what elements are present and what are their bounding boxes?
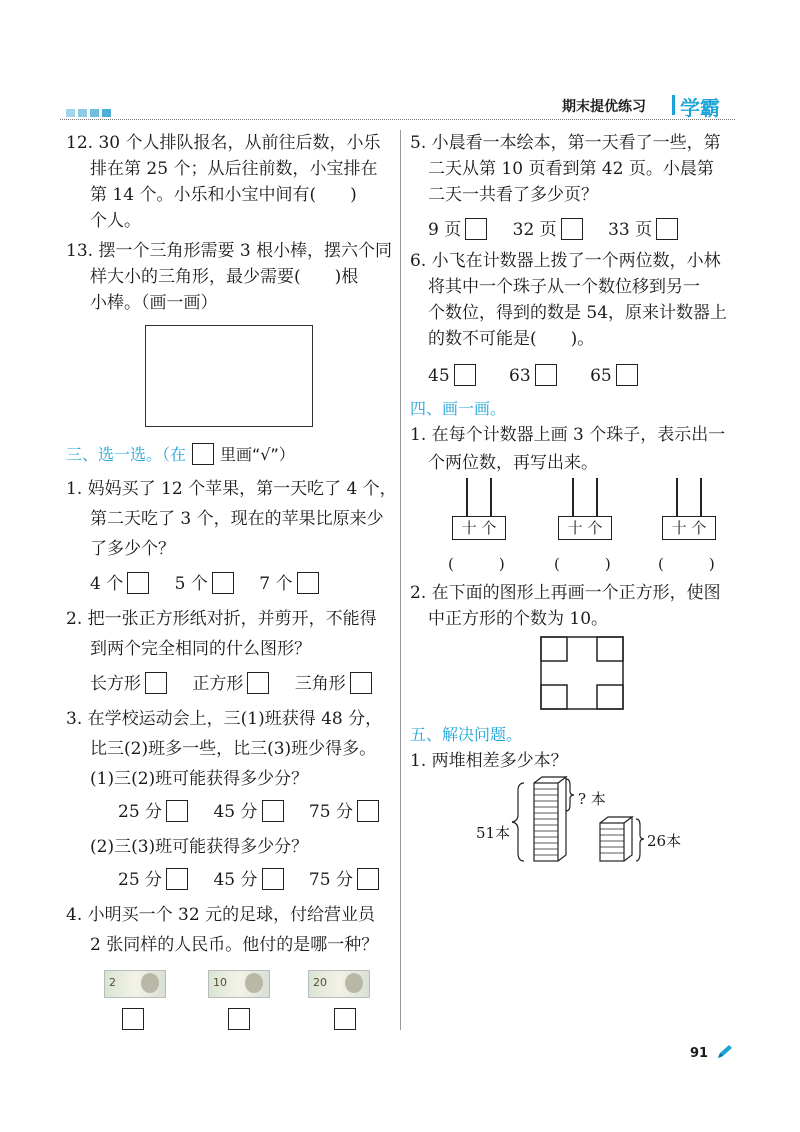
header-bar bbox=[60, 96, 750, 118]
q2-option-3: 三角形 bbox=[295, 672, 372, 695]
cross-figure[interactable] bbox=[540, 636, 624, 710]
q6-checkbox-3[interactable] bbox=[616, 364, 638, 386]
d1-line-2: 个两位数，再写出来。 bbox=[428, 453, 598, 473]
right-stack-label: 26本 bbox=[647, 832, 682, 850]
q5-line-3: 二天一共看了多少页？ bbox=[428, 185, 598, 205]
q1-line-3: 了多少个？ bbox=[90, 539, 175, 559]
q1-option-2: 5 个 bbox=[175, 572, 234, 595]
q3b-option-1: 25 分 bbox=[118, 868, 188, 891]
q3a-checkbox-1[interactable] bbox=[166, 800, 188, 822]
difference-label: ? 本 bbox=[578, 790, 606, 808]
section-3-title-a: 三、选一选。（在 bbox=[66, 445, 187, 464]
q2-line-2: 到两个完全相同的什么图形？ bbox=[90, 639, 311, 659]
counter-1-answer[interactable]: ( ) bbox=[448, 555, 505, 573]
q1-option-3: 7 个 bbox=[259, 572, 318, 595]
q1-line-1: 1. 妈妈买了 12 个苹果，第一天吃了 4 个， bbox=[66, 479, 397, 499]
q1-option-1: 4 个 bbox=[90, 572, 149, 595]
q4-line-2: 2 张同样的人民币。他付的是哪一种？ bbox=[90, 935, 379, 955]
q1-checkbox-2[interactable] bbox=[212, 572, 234, 594]
q5-line-2: 二天从第 10 页看到第 42 页。小晨第 bbox=[428, 159, 714, 179]
q3a-option-2: 45 分 bbox=[213, 800, 283, 823]
q1-options bbox=[90, 572, 339, 595]
d2-line-1: 2. 在下面的图形上再画一个正方形，使图 bbox=[410, 583, 721, 603]
q4-line-1: 4. 小明买一个 32 元的足球，付给营业员 bbox=[66, 905, 376, 925]
q5-option-2: 32 页 bbox=[513, 218, 583, 241]
q6-options bbox=[428, 364, 658, 387]
d1-line-1: 1. 在每个计数器上画 3 个珠子，表示出一 bbox=[410, 425, 726, 445]
q3a-checkbox-2[interactable] bbox=[262, 800, 284, 822]
header-title: 期末提优练习 bbox=[562, 99, 646, 115]
q3a-checkbox-3[interactable] bbox=[357, 800, 379, 822]
header-logo: 学霸 bbox=[680, 96, 720, 120]
q2-checkbox-2[interactable] bbox=[247, 672, 269, 694]
q6-option-2: 63 bbox=[509, 364, 557, 387]
counter-3-base: 十 个 bbox=[662, 516, 716, 540]
q12-line-3: 第 14 个。小乐和小宝中间有( ) bbox=[90, 185, 357, 205]
q6-line-2: 将其中一个珠子从一个数位移到另一 bbox=[428, 277, 700, 297]
q12-line-2: 排在第 25 个；从后往前数，小宝排在 bbox=[90, 159, 378, 179]
section-4-title: 四、画一画。 bbox=[410, 399, 507, 418]
banknote-10-yuan: 10 bbox=[208, 970, 270, 998]
q5-checkbox-1[interactable] bbox=[465, 218, 487, 240]
section-3-sample-box bbox=[192, 443, 214, 465]
q6-checkbox-1[interactable] bbox=[454, 364, 476, 386]
drawing-area[interactable] bbox=[145, 325, 313, 427]
q2-option-2: 正方形 bbox=[192, 672, 269, 695]
q5-checkbox-2[interactable] bbox=[561, 218, 583, 240]
s1-line: 1. 两堆相差多少本？ bbox=[410, 751, 568, 771]
q3-sub1: (1)三(2)班可能获得多少分？ bbox=[90, 769, 309, 789]
q2-checkbox-1[interactable] bbox=[145, 672, 167, 694]
banknote-20-yuan: 20 bbox=[308, 970, 370, 998]
q13-line-1: 13. 摆一个三角形需要 3 根小棒，摆六个同 bbox=[66, 241, 393, 261]
section-5-title: 五、解决问题。 bbox=[410, 725, 523, 744]
q5-options bbox=[428, 218, 698, 241]
counter-3[interactable] bbox=[662, 478, 718, 540]
section-3-title bbox=[66, 442, 295, 465]
q3b-option-2: 45 分 bbox=[213, 868, 283, 891]
q3-sub1-options bbox=[118, 800, 399, 823]
section-3-title-b: 里画“√”） bbox=[220, 445, 295, 464]
counter-1-base: 十 个 bbox=[452, 516, 506, 540]
q4-checkbox-3[interactable] bbox=[334, 1008, 356, 1030]
q5-line-1: 5. 小晨看一本绘本，第一天看了一些，第 bbox=[410, 133, 721, 153]
counter-3-answer[interactable]: ( ) bbox=[658, 555, 715, 573]
q12-line-4: 个人。 bbox=[90, 211, 141, 231]
counter-2[interactable] bbox=[558, 478, 614, 540]
q1-line-2: 第二天吃了 3 个，现在的苹果比原来少 bbox=[90, 509, 384, 529]
column-divider bbox=[400, 130, 401, 1030]
q13-line-2: 样大小的三角形，最少需要( )根 bbox=[90, 267, 359, 287]
q6-line-3: 个数位，得到的数是 54，原来计数器上 bbox=[428, 303, 728, 323]
q6-line-1: 6. 小飞在计数器上拨了一个两位数，小林 bbox=[410, 251, 721, 271]
q3a-option-3: 75 分 bbox=[309, 800, 379, 823]
counter-2-base: 十 个 bbox=[558, 516, 612, 540]
counter-1[interactable] bbox=[452, 478, 508, 540]
header-rule bbox=[60, 119, 735, 120]
q4-checkbox-1[interactable] bbox=[122, 1008, 144, 1030]
q3-line-1: 3. 在学校运动会上，三(1)班获得 48 分， bbox=[66, 709, 383, 729]
header-divider bbox=[672, 95, 675, 115]
q6-checkbox-2[interactable] bbox=[535, 364, 557, 386]
q2-line-1: 2. 把一张正方形纸对折，并剪开，不能得 bbox=[66, 609, 377, 629]
q3-line-2: 比三(2)班多一些，比三(3)班少得多。 bbox=[90, 739, 377, 759]
counter-2-answer[interactable]: ( ) bbox=[554, 555, 611, 573]
q3b-option-3: 75 分 bbox=[309, 868, 379, 891]
q1-checkbox-3[interactable] bbox=[297, 572, 319, 594]
q3-sub2-options bbox=[118, 868, 399, 891]
q3a-option-1: 25 分 bbox=[118, 800, 188, 823]
q4-checkbox-2[interactable] bbox=[228, 1008, 250, 1030]
q6-option-3: 65 bbox=[590, 364, 638, 387]
q3b-checkbox-3[interactable] bbox=[357, 868, 379, 890]
q13-line-3: 小棒。（画一画） bbox=[90, 293, 218, 313]
q5-checkbox-3[interactable] bbox=[656, 218, 678, 240]
pencil-icon bbox=[716, 1044, 734, 1060]
q5-option-1: 9 页 bbox=[428, 218, 487, 241]
q2-options bbox=[90, 672, 392, 695]
banknote-2-yuan: 2 bbox=[104, 970, 166, 998]
q3-sub2: (2)三(3)班可能获得多少分？ bbox=[90, 837, 309, 857]
q6-option-1: 45 bbox=[428, 364, 476, 387]
q1-checkbox-1[interactable] bbox=[127, 572, 149, 594]
q5-option-3: 33 页 bbox=[608, 218, 678, 241]
q3b-checkbox-2[interactable] bbox=[262, 868, 284, 890]
q2-option-1: 长方形 bbox=[90, 672, 167, 695]
q2-checkbox-3[interactable] bbox=[350, 672, 372, 694]
q3b-checkbox-1[interactable] bbox=[166, 868, 188, 890]
q12-line-1: 12. 30 个人排队报名，从前往后数，小乐 bbox=[66, 133, 381, 153]
page-number: 91 bbox=[690, 1046, 709, 1061]
left-stack-label: 51本 bbox=[476, 824, 511, 842]
q6-line-4: 的数不可能是( )。 bbox=[428, 329, 595, 349]
d2-line-2: 中正方形的个数为 10。 bbox=[428, 609, 609, 629]
